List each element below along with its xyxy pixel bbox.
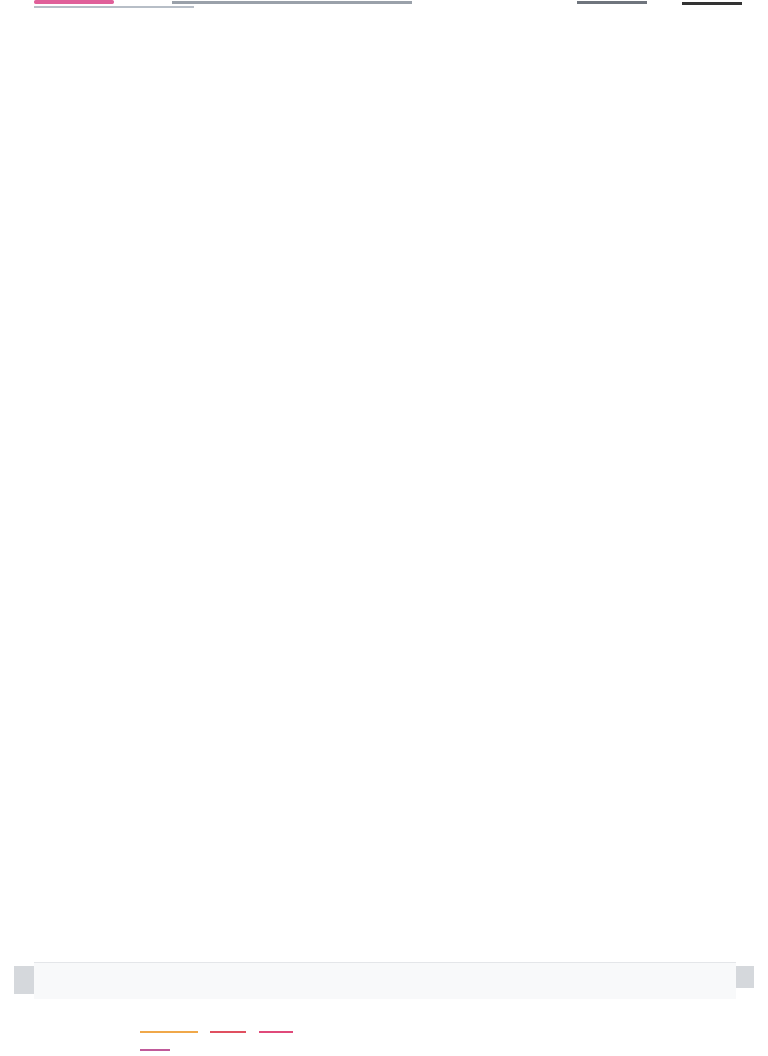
header-action-button[interactable]: [682, 2, 742, 5]
header-action-link[interactable]: [577, 1, 647, 4]
top-bar: [32, 0, 736, 10]
top-navigation[interactable]: [172, 1, 412, 4]
breadcrumb: [34, 6, 194, 8]
article-body: [34, 12, 734, 956]
footer-panel: [0, 960, 768, 1024]
footer-tags: [140, 1020, 340, 1023]
site-logo[interactable]: [34, 0, 114, 4]
footer-content-box: [34, 962, 736, 999]
prev-button[interactable]: [14, 966, 34, 994]
next-button[interactable]: [736, 966, 754, 988]
tag[interactable]: [140, 1049, 170, 1051]
tag[interactable]: [210, 1031, 246, 1033]
tag[interactable]: [259, 1031, 293, 1033]
tag[interactable]: [140, 1031, 198, 1033]
